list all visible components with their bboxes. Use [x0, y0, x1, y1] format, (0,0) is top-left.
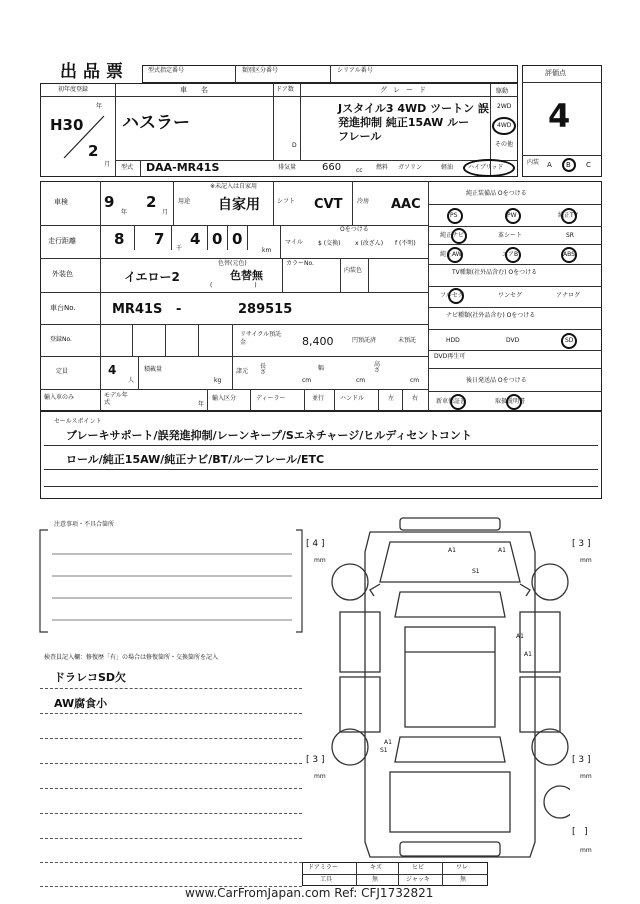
chassis-dash: -	[176, 302, 182, 317]
equipment-title: 純正装備品 Oをつける	[466, 190, 527, 197]
mileage-digit: 8	[114, 230, 125, 248]
divider	[165, 324, 166, 356]
width-cm: cm	[356, 377, 366, 384]
legend-crack: ヒビ	[412, 864, 425, 871]
color-no-label: カラーNo.	[286, 260, 314, 267]
grade-line3: フレール	[338, 130, 382, 143]
usage-label: 用途	[178, 198, 191, 205]
car-diagram	[330, 512, 570, 877]
divider	[40, 96, 518, 97]
tread-fl: [ 4 ]	[306, 539, 325, 549]
inspector-rule	[40, 788, 302, 789]
inspection-year-char: 年	[121, 209, 128, 216]
divider	[302, 874, 488, 875]
car-name: ハスラー	[122, 113, 190, 133]
divider	[442, 862, 443, 886]
inspector-label: 検査員記入欄：修復歴「有」の場合は修復箇所・交換箇所を記入	[44, 654, 219, 661]
divider	[304, 389, 305, 411]
eval-label: 評価点	[545, 69, 566, 77]
divider	[44, 469, 598, 470]
later-title: 後日発送品 Oをつける	[466, 377, 527, 384]
sales-points-line1: ブレーキサポート/誤発進抑制/レーンキープ/Sエネチャージ/ヒルディセントコント	[66, 429, 472, 442]
divider	[428, 244, 602, 245]
mileage-label: 走行距離	[48, 237, 76, 245]
handle-label: ハンドル	[340, 395, 365, 402]
inspection-month-char: 月	[162, 209, 169, 216]
capacity-label: 定員	[56, 368, 69, 375]
divider	[352, 181, 353, 225]
inspection-month: 2	[146, 193, 157, 211]
recycle-label: リサイクル預託金	[240, 331, 282, 346]
inspector-line2: AW腐食小	[54, 697, 108, 710]
model-year-suffix: 年	[198, 401, 205, 408]
divider	[402, 389, 403, 411]
capacity: 4	[108, 363, 117, 377]
divider	[428, 329, 602, 330]
recycle-amount: 8,400	[302, 335, 334, 348]
divider	[428, 226, 602, 227]
inspection-year: 9	[104, 193, 115, 211]
divider	[232, 356, 233, 389]
divider	[40, 225, 428, 226]
divider	[115, 83, 116, 177]
first-reg-month: 2	[88, 142, 99, 160]
diagram-mark: A1	[524, 651, 532, 658]
divider	[300, 83, 301, 160]
legend-tools-none: 無	[372, 876, 379, 883]
dims-label: 諸元	[236, 368, 249, 375]
mileage-digit: 7	[154, 230, 165, 248]
chassis-prefix: MR41S	[112, 302, 163, 317]
length-cm: cm	[302, 377, 312, 384]
car-info-box	[40, 83, 518, 177]
tread-rr: [ 3 ]	[572, 755, 591, 765]
equip-sr: SR	[566, 232, 574, 239]
divider	[273, 83, 274, 160]
dvd-play: DVD再生可	[434, 353, 466, 360]
legend-mirror: ドアミラー	[308, 864, 338, 871]
tread-fr: [ 3 ]	[572, 539, 591, 549]
displacement-label: 排気量	[278, 164, 297, 171]
equip-navi: 純正ナビ	[440, 232, 465, 239]
divider	[428, 391, 602, 392]
divider	[280, 226, 281, 258]
watermark: www.CarFromJapan.com Ref: CFJ1732821	[185, 886, 434, 900]
divider	[132, 324, 133, 356]
inspector-rule	[40, 688, 302, 689]
model-cert-label: 型式指定番号	[148, 67, 185, 74]
mileage-digit: 0	[212, 230, 223, 248]
displacement: 660	[322, 162, 342, 173]
divider	[198, 324, 199, 356]
divider	[368, 258, 369, 292]
divider	[334, 389, 335, 411]
divider	[207, 389, 208, 411]
month-char: 月	[104, 161, 111, 168]
equip-pw: PW	[507, 212, 517, 219]
tread-spare: [ ]	[572, 827, 588, 837]
divider	[40, 389, 428, 390]
tv-analog: アナログ	[556, 292, 581, 299]
tv-title: TV種類(社外品含む) Oをつける	[452, 269, 538, 276]
interior-c: C	[586, 161, 591, 169]
divider	[40, 356, 428, 357]
load-label: 積載量	[144, 366, 163, 373]
shift: CVT	[314, 197, 343, 212]
inspector-rule	[40, 763, 302, 764]
equip-abs: ABS	[563, 251, 575, 258]
navi-title: ナビ種類(社外品含む) Oをつける	[446, 312, 536, 319]
divider	[232, 324, 233, 356]
drive-other: その他	[495, 141, 514, 148]
import-class-label: 輸入区分	[212, 395, 237, 402]
legend-jack: ジャッキ	[406, 876, 430, 883]
inspector-rule	[40, 838, 302, 839]
fuel-diesel: 軽油	[441, 164, 454, 171]
equip-airbag: エアB	[502, 251, 519, 258]
divider	[330, 65, 331, 83]
grade-label: グレード	[380, 86, 432, 94]
legend-jack-none: 無	[460, 876, 467, 883]
divider	[428, 350, 602, 351]
navi-hdd: HDD	[446, 337, 460, 344]
fuel-label: 燃料	[376, 164, 389, 171]
divider	[522, 82, 602, 83]
divider	[428, 286, 602, 287]
legend-break: ワレ	[456, 864, 469, 871]
divider	[44, 445, 598, 446]
recycle-pending: 未預託	[398, 337, 417, 344]
divider	[398, 862, 399, 886]
divider	[138, 356, 139, 389]
thousand-char: 千	[176, 245, 183, 252]
notes-label: 注意事項・不具合箇所	[54, 521, 115, 528]
tread-spare-mm: mm	[580, 847, 592, 854]
sales-points-line2: ロール/純正15AW/純正ナビ/BT/ルーフレール/ETC	[66, 453, 325, 466]
legend-scratch: キズ	[370, 864, 382, 871]
divider	[100, 181, 101, 411]
recycle-deposited: 円預託済	[352, 337, 377, 344]
divider	[522, 155, 602, 156]
divider	[428, 368, 602, 369]
eval-score: 4	[548, 97, 571, 135]
inspector-rule	[40, 738, 302, 739]
first-reg-year: H30	[50, 116, 84, 134]
model-year-label: モデル年式	[104, 392, 128, 407]
doors-label: ドア数	[276, 86, 294, 93]
divider	[282, 258, 283, 292]
category-label: 類別区分番号	[242, 67, 279, 74]
inspection-label: 車検	[54, 198, 68, 206]
equip-aw: 純正AW	[440, 251, 462, 258]
drive-label: 駆動	[496, 88, 509, 95]
divider	[428, 204, 602, 205]
interior-label: 内装	[527, 159, 540, 166]
handle-right: 右	[412, 395, 419, 402]
first-reg-label: 初年度登録	[58, 86, 89, 93]
grade-line2: 発進抑制 純正15AW ルー	[338, 116, 470, 129]
length-label: 長さ	[260, 363, 267, 376]
door-d: D	[292, 142, 297, 149]
diagram-mark: A1	[448, 547, 456, 554]
diagram-mark: S1	[380, 747, 388, 754]
slash-mark	[60, 112, 110, 162]
form-title: 出品票	[60, 62, 129, 82]
inspector-line1: ドラレコSD欠	[54, 671, 127, 684]
import-label: 輸入車のみ	[44, 394, 75, 401]
divider	[207, 226, 208, 250]
height-cm: cm	[410, 377, 420, 384]
navi-sd: SD	[565, 337, 574, 344]
odo-exchange: $ (交換)	[318, 240, 341, 247]
divider	[428, 264, 602, 265]
person-char: 人	[128, 377, 135, 384]
tread-rl: [ 3 ]	[306, 755, 325, 765]
shift-label: シフト	[277, 198, 296, 205]
drive-4wd: 4WD	[497, 122, 512, 129]
equip-leather: 革シート	[498, 232, 523, 239]
exterior-color: イエロー2	[124, 270, 180, 284]
inspector-rule	[40, 713, 302, 714]
usage-note: ※未記入は自家用	[210, 183, 258, 190]
model-type-label: 型式	[121, 164, 134, 171]
divider	[428, 307, 602, 308]
car-name-label: 車名	[180, 86, 222, 94]
tv-fullseg: フルセグ	[440, 292, 464, 299]
exterior-color-label: 外装色	[52, 270, 73, 278]
interior-a: A	[547, 161, 552, 169]
fuel-gas: ガソリン	[398, 164, 423, 171]
repaint: 色替無	[230, 269, 263, 282]
tread-rr-mm: mm	[580, 773, 592, 780]
grade-line1: Jスタイル3 4WD ツートン 誤	[338, 102, 489, 115]
parallel: 並行	[312, 395, 325, 402]
mile-label: マイル	[285, 239, 303, 246]
tv-oneseg: ワンセグ	[498, 292, 523, 299]
repaint-label: 色替(元色)	[218, 260, 247, 267]
inspector-rule	[40, 862, 302, 863]
navi-dvd: DVD	[506, 337, 520, 344]
divider	[250, 389, 251, 411]
mileage-km: km	[262, 247, 272, 254]
year-char: 年	[96, 103, 103, 110]
height-label: 高さ	[374, 361, 381, 374]
divider	[235, 65, 236, 83]
divider	[171, 226, 172, 250]
diagram-mark: S1	[472, 568, 480, 575]
serial-label: シリアル番号	[337, 67, 373, 74]
divider	[356, 862, 357, 886]
diagram-mark: A1	[516, 633, 524, 640]
repaint-paren: ( )	[210, 282, 257, 289]
ac-label: 冷房	[357, 198, 370, 205]
mileage-digit: 4	[190, 230, 201, 248]
mileage-digit: 0	[232, 230, 243, 248]
fuel-hybrid: ハイブリッド	[468, 164, 504, 171]
chassis-number: 289515	[238, 302, 293, 317]
odo-unknown: f (不明)	[395, 240, 416, 247]
divider	[134, 226, 135, 250]
tread-rl-mm: mm	[314, 773, 326, 780]
width-label: 幅	[318, 365, 325, 372]
equip-ps: PS	[450, 212, 458, 219]
odo-tampered: x (改ざん)	[355, 240, 384, 247]
usage: 自家用	[218, 197, 260, 213]
divider	[247, 226, 248, 250]
divider	[140, 160, 141, 177]
diagram-mark: A1	[384, 739, 392, 746]
load-kg: kg	[214, 377, 222, 384]
divider	[273, 181, 274, 225]
odo-circle-note: Oをつける	[340, 226, 369, 233]
inspector-rule	[40, 813, 302, 814]
equip-tv: 純正TV	[558, 212, 578, 219]
legend-tools: 工具	[320, 876, 333, 883]
chassis-label: 車台No.	[50, 304, 76, 312]
model-type: DAA-MR41S	[146, 161, 220, 174]
divider	[378, 389, 379, 411]
later-warranty: 新車保証書	[436, 398, 467, 405]
divider	[40, 258, 428, 259]
later-manual: 取扱説明書	[495, 398, 526, 405]
drive-4wd-circle	[492, 117, 516, 135]
ac: AAC	[391, 197, 421, 212]
diagram-mark: A1	[498, 547, 506, 554]
tread-fl-mm: mm	[314, 557, 326, 564]
divider	[340, 258, 341, 292]
divider	[227, 226, 228, 250]
interior-b: B	[566, 161, 571, 169]
handle-left: 左	[388, 395, 395, 402]
interior-color-label: 内装色	[344, 267, 363, 274]
dealer: ディーラー	[256, 395, 286, 402]
cc: cc	[356, 167, 363, 174]
divider	[173, 181, 174, 225]
notes-bracket	[38, 528, 306, 636]
tread-fr-mm: mm	[580, 557, 592, 564]
divider	[428, 181, 429, 411]
register-label: 登録No.	[50, 336, 72, 343]
divider	[40, 292, 428, 293]
divider	[40, 324, 428, 325]
divider	[44, 486, 598, 487]
drive-2wd: 2WD	[497, 103, 512, 110]
sales-points-label: セールスポイント	[54, 418, 102, 425]
